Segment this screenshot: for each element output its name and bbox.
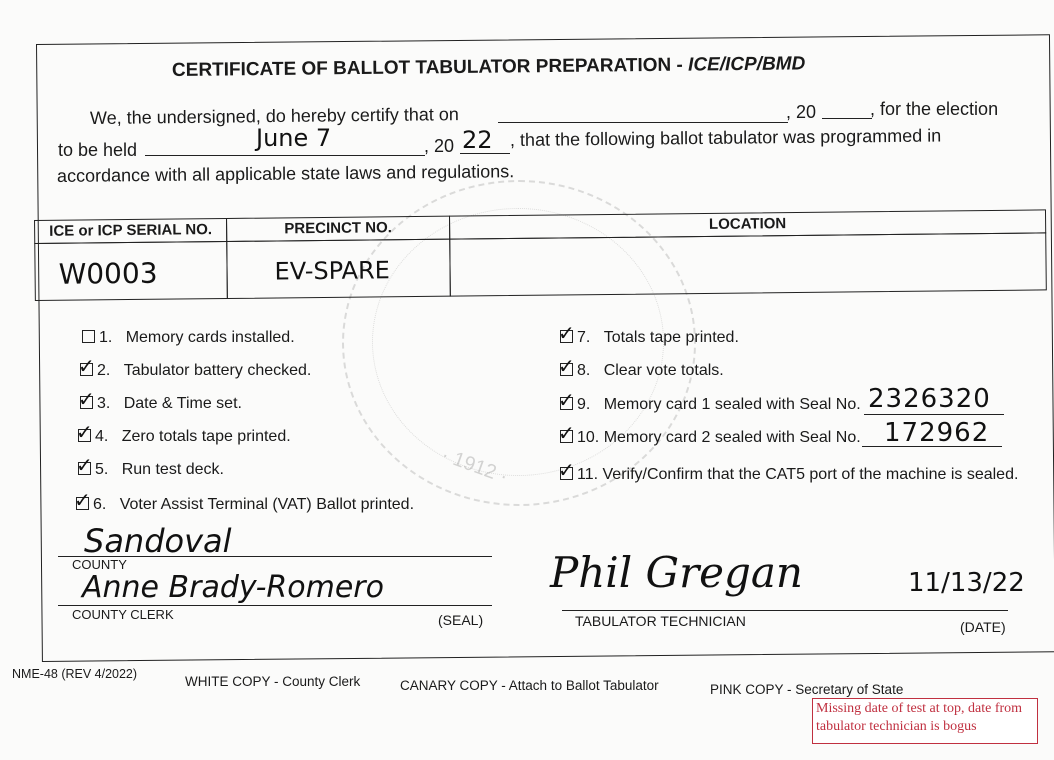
election-date-blank bbox=[145, 155, 425, 156]
item-num: 4. bbox=[95, 428, 109, 445]
county-handwritten: Sandoval bbox=[84, 522, 232, 560]
item-label: Date & Time set. bbox=[123, 395, 242, 412]
item-label: Zero totals tape printed. bbox=[121, 428, 291, 445]
item-num: 9. bbox=[577, 396, 591, 413]
checkmark-icon: ✓ bbox=[558, 388, 575, 412]
item-label: Verify/Confirm that the CAT5 port of the machine is sealed. bbox=[602, 466, 1019, 483]
precinct-value: EV-SPARE bbox=[274, 256, 390, 286]
checkbox-7 bbox=[558, 321, 575, 345]
item-label: Memory cards installed. bbox=[125, 329, 295, 346]
check-item-9 bbox=[558, 388, 861, 414]
election-text: , for the election bbox=[870, 99, 999, 119]
item-num: 8. bbox=[577, 362, 591, 379]
check-item-11 bbox=[558, 458, 1019, 484]
checkmark-icon: ✓ bbox=[558, 458, 575, 482]
year-prefix-2: , 20 bbox=[424, 136, 455, 156]
location-header: LOCATION bbox=[708, 215, 787, 233]
title-suffix: ICE/ICP/BMD bbox=[687, 53, 806, 76]
election-year-handwritten: 22 bbox=[462, 126, 493, 154]
serial-value: W0003 bbox=[58, 256, 158, 291]
seal-2-line bbox=[862, 446, 1002, 447]
checkmark-icon: ✓ bbox=[76, 453, 93, 477]
certify-text: We, the undersigned, do hereby certify that on bbox=[89, 104, 459, 128]
canary-copy-label: CANARY COPY - Attach to Ballot Tabulator bbox=[400, 678, 659, 693]
checkbox-9 bbox=[558, 388, 575, 412]
checkbox-3 bbox=[78, 387, 95, 411]
item-label: Run test deck. bbox=[121, 461, 224, 478]
test-year-blank bbox=[822, 118, 872, 119]
technician-signature: Phil Gregan bbox=[550, 548, 803, 597]
item-num: 7. bbox=[577, 329, 591, 346]
technician-date-handwritten: 11/13/22 bbox=[908, 568, 1025, 598]
checkbox-2 bbox=[78, 354, 95, 378]
held-text: to be held bbox=[58, 140, 138, 160]
seal-1-handwritten: 2326320 bbox=[868, 384, 991, 414]
accordance-text: accordance with all applicable state laws and regulations. bbox=[56, 161, 515, 186]
year-prefix-1: , 20 bbox=[786, 102, 817, 122]
item-num: 11. bbox=[577, 466, 599, 483]
pink-copy-label: PINK COPY - Secretary of State bbox=[710, 682, 904, 697]
date-label: (DATE) bbox=[960, 619, 1006, 635]
checkmark-icon: ✓ bbox=[76, 420, 93, 444]
check-item-5 bbox=[76, 453, 224, 479]
check-item-1 bbox=[82, 329, 295, 347]
check-item-10 bbox=[558, 421, 861, 447]
item-num: 2. bbox=[97, 362, 111, 379]
technician-label: TABULATOR TECHNICIAN bbox=[575, 613, 746, 629]
check-item-4 bbox=[76, 420, 291, 446]
item-label: Tabulator battery checked. bbox=[123, 362, 312, 379]
checkmark-icon: ✓ bbox=[558, 321, 575, 345]
check-item-7 bbox=[558, 321, 739, 347]
election-year-blank bbox=[460, 153, 510, 154]
checkmark-icon: ✓ bbox=[74, 488, 91, 512]
test-date-blank bbox=[498, 122, 788, 123]
title-main: CERTIFICATE OF BALLOT TABULATOR PREPARATION - bbox=[171, 54, 689, 81]
checkmark-icon: ✓ bbox=[558, 421, 575, 445]
item-label: Memory card 1 sealed with Seal No. bbox=[603, 396, 861, 413]
serial-header: ICE or ICP SERIAL NO. bbox=[49, 221, 213, 240]
annotation-note: Missing date of test at top, date from tabulator technician is bogus bbox=[812, 698, 1038, 744]
clerk-line bbox=[58, 605, 492, 606]
seal-2-handwritten: 172962 bbox=[884, 418, 990, 448]
check-item-6 bbox=[74, 488, 415, 514]
check-item-8 bbox=[558, 354, 724, 380]
checkbox-4 bbox=[76, 420, 93, 444]
tabulator-table bbox=[34, 207, 1047, 300]
precinct-header: PRECINCT NO. bbox=[284, 219, 392, 238]
checkbox-6 bbox=[74, 488, 91, 512]
item-label: Clear vote totals. bbox=[603, 362, 724, 379]
white-copy-label: WHITE COPY - County Clerk bbox=[185, 674, 361, 689]
item-num: 10. bbox=[577, 429, 600, 446]
programmed-text: , that the following ballot tabulator was programmed in bbox=[509, 125, 942, 150]
item-num: 3. bbox=[97, 395, 111, 412]
county-label: COUNTY bbox=[72, 557, 127, 572]
item-num: 6. bbox=[93, 496, 107, 513]
item-label: Voter Assist Terminal (VAT) Ballot printed. bbox=[119, 496, 415, 513]
checkbox-10 bbox=[558, 421, 575, 445]
technician-line bbox=[562, 610, 1008, 611]
item-label: Totals tape printed. bbox=[603, 329, 739, 346]
checkmark-icon: ✓ bbox=[78, 354, 95, 378]
item-label: Memory card 2 sealed with Seal No. bbox=[603, 429, 861, 446]
check-item-3 bbox=[78, 387, 242, 413]
seal-1-line bbox=[864, 414, 1004, 415]
item-num: 5. bbox=[95, 461, 109, 478]
item-num: 1. bbox=[99, 329, 113, 346]
clerk-signature: Anne Brady-Romero bbox=[82, 570, 384, 605]
checkbox-11 bbox=[558, 458, 575, 482]
seal-text: · 1912 · bbox=[438, 443, 511, 489]
election-date-handwritten: June 7 bbox=[256, 124, 332, 152]
seal-label: (SEAL) bbox=[438, 612, 484, 628]
form-id: NME-48 (REV 4/2022) bbox=[12, 667, 138, 681]
checkbox-5 bbox=[76, 453, 93, 477]
check-item-2 bbox=[78, 354, 312, 380]
checkbox-1 bbox=[82, 330, 95, 343]
checkmark-icon: ✓ bbox=[558, 354, 575, 378]
clerk-label: COUNTY CLERK bbox=[72, 607, 174, 622]
checkmark-icon: ✓ bbox=[78, 387, 95, 411]
checkbox-8 bbox=[558, 354, 575, 378]
